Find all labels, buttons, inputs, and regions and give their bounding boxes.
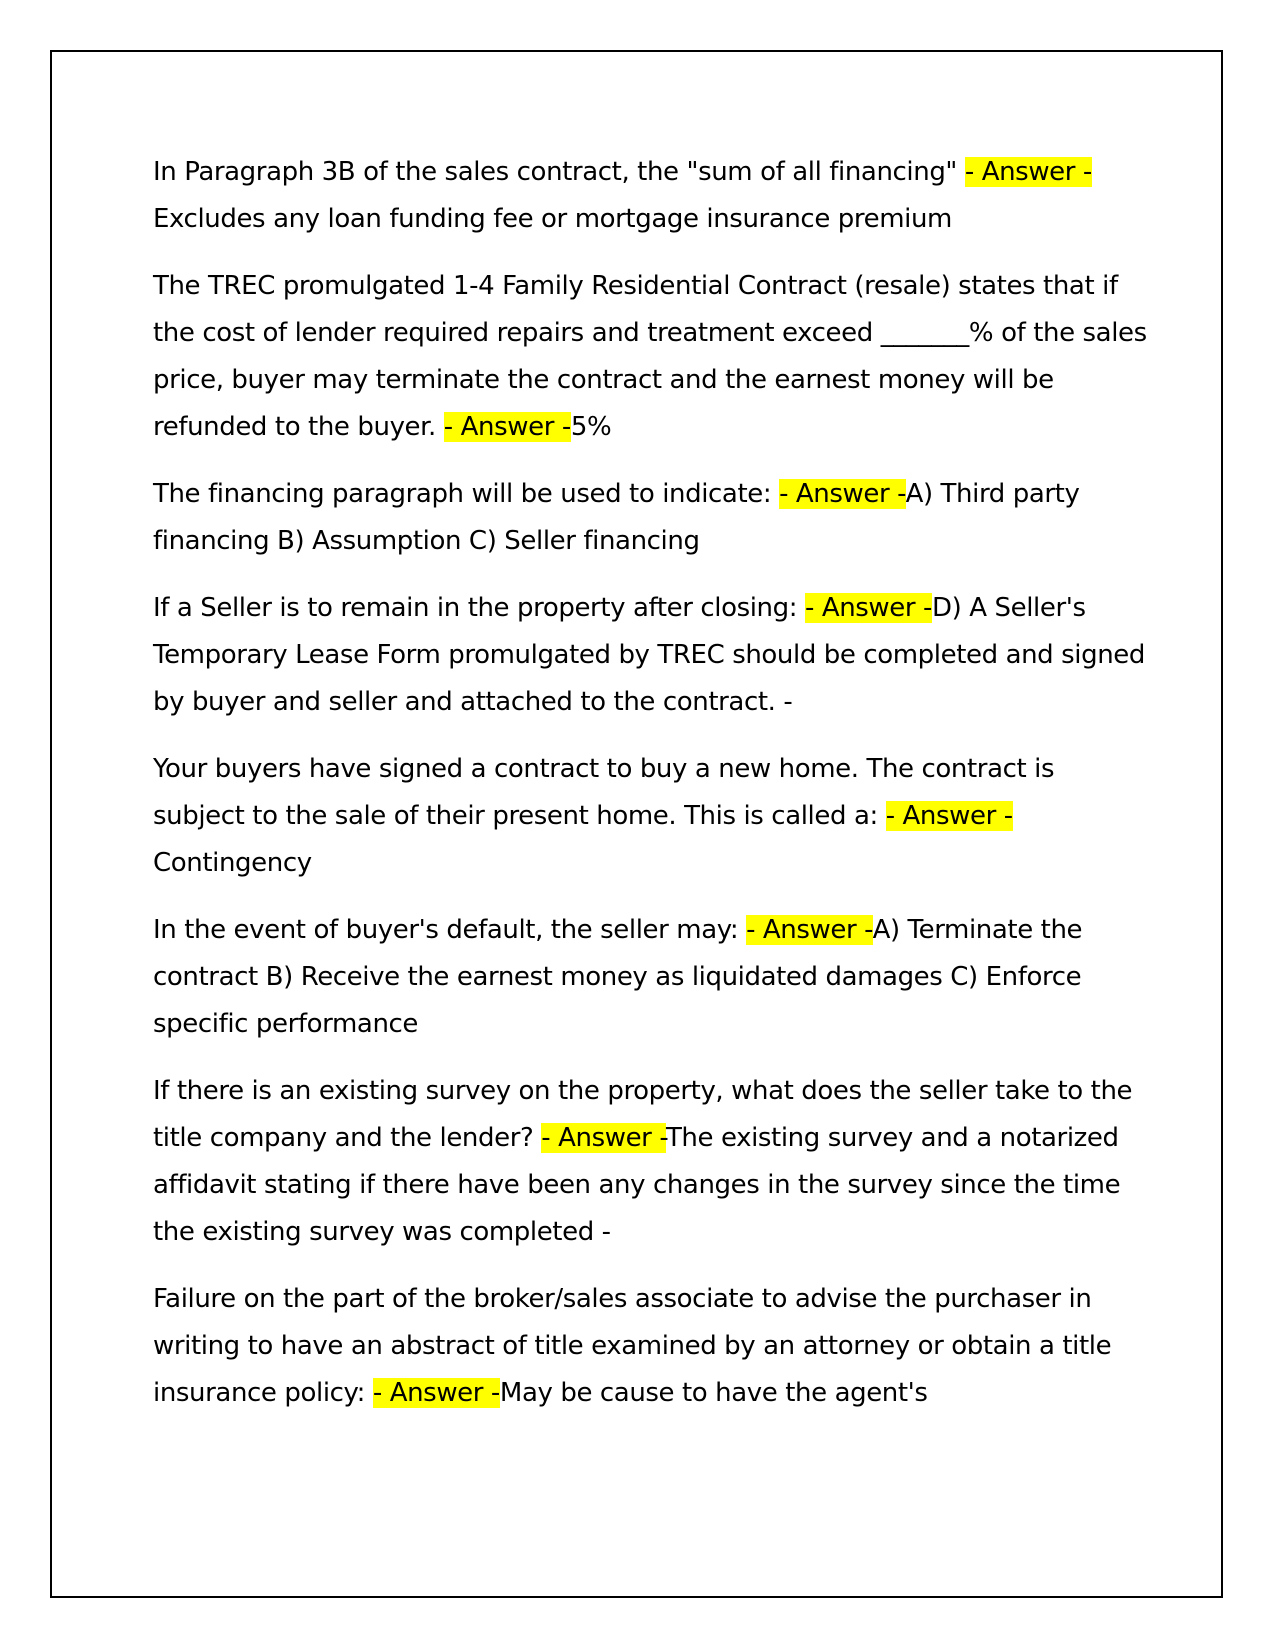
answer-marker: - Answer - [885, 801, 1013, 831]
page-frame [50, 50, 1223, 1598]
question-text: In the event of buyer's default, the seller may: [153, 915, 747, 945]
answer-text: A) Terminate the contract B) Receive the earnest money as liquidated damages C) Enforce specific performance [153, 915, 1083, 1039]
qa-item [153, 263, 1153, 451]
qa-item [153, 907, 1153, 1048]
answer-text: Contingency [153, 848, 312, 878]
answer-marker: - Answer - [443, 412, 571, 442]
answer-text: Excludes any loan funding fee or mortgage insurance premium [153, 204, 952, 234]
answer-text: D) A Seller's Temporary Lease Form promulgated by TREC should be completed and signed by buyer and seller and attached to the contract. - [153, 593, 1145, 717]
qa-item [153, 471, 1153, 565]
question-text: If a Seller is to remain in the property after closing: [153, 593, 805, 623]
answer-marker: - Answer - [541, 1123, 666, 1153]
answer-text: The existing survey and a notarized affidavit stating if there have been any changes in the survey since the time the existing survey was completed - [153, 1123, 1121, 1247]
answer-text: A) Third party financing B) Assumption C) Seller financing [153, 479, 1080, 556]
answer-marker: - Answer - [372, 1378, 500, 1408]
qa-item [153, 1068, 1153, 1256]
question-text: The TREC promulgated 1-4 Family Residential Contract (resale) states that if the cost of lender required repairs and treatment exceed _______% of the sales price, buyer may terminate the contract and the earnest money will be refunded to the buyer. [153, 271, 1147, 442]
qa-item [153, 746, 1153, 887]
question-text: In Paragraph 3B of the sales contract, the "sum of all financing" [153, 157, 965, 187]
document-body [153, 149, 1153, 1437]
answer-marker: - Answer - [746, 915, 873, 945]
qa-item [153, 1276, 1153, 1417]
question-text: The financing paragraph will be used to indicate: [153, 479, 780, 509]
answer-marker: - Answer - [779, 479, 906, 509]
answer-text: May be cause to have the agent's [499, 1378, 928, 1408]
answer-marker: - Answer - [804, 593, 933, 623]
answer-marker: - Answer - [964, 157, 1092, 187]
question-text: If there is an existing survey on the property, what does the seller take to the title company and the lender? [153, 1076, 1133, 1153]
qa-item [153, 585, 1153, 726]
qa-item [153, 149, 1153, 243]
question-text: Failure on the part of the broker/sales associate to advise the purchaser in writing to have an abstract of title examined by an attorney or obtain a title insurance policy: [153, 1284, 1112, 1408]
answer-text: 5% [570, 412, 612, 442]
question-text: Your buyers have signed a contract to buy a new home. The contract is subject to the sale of their present home. This is called a: [153, 754, 1055, 831]
